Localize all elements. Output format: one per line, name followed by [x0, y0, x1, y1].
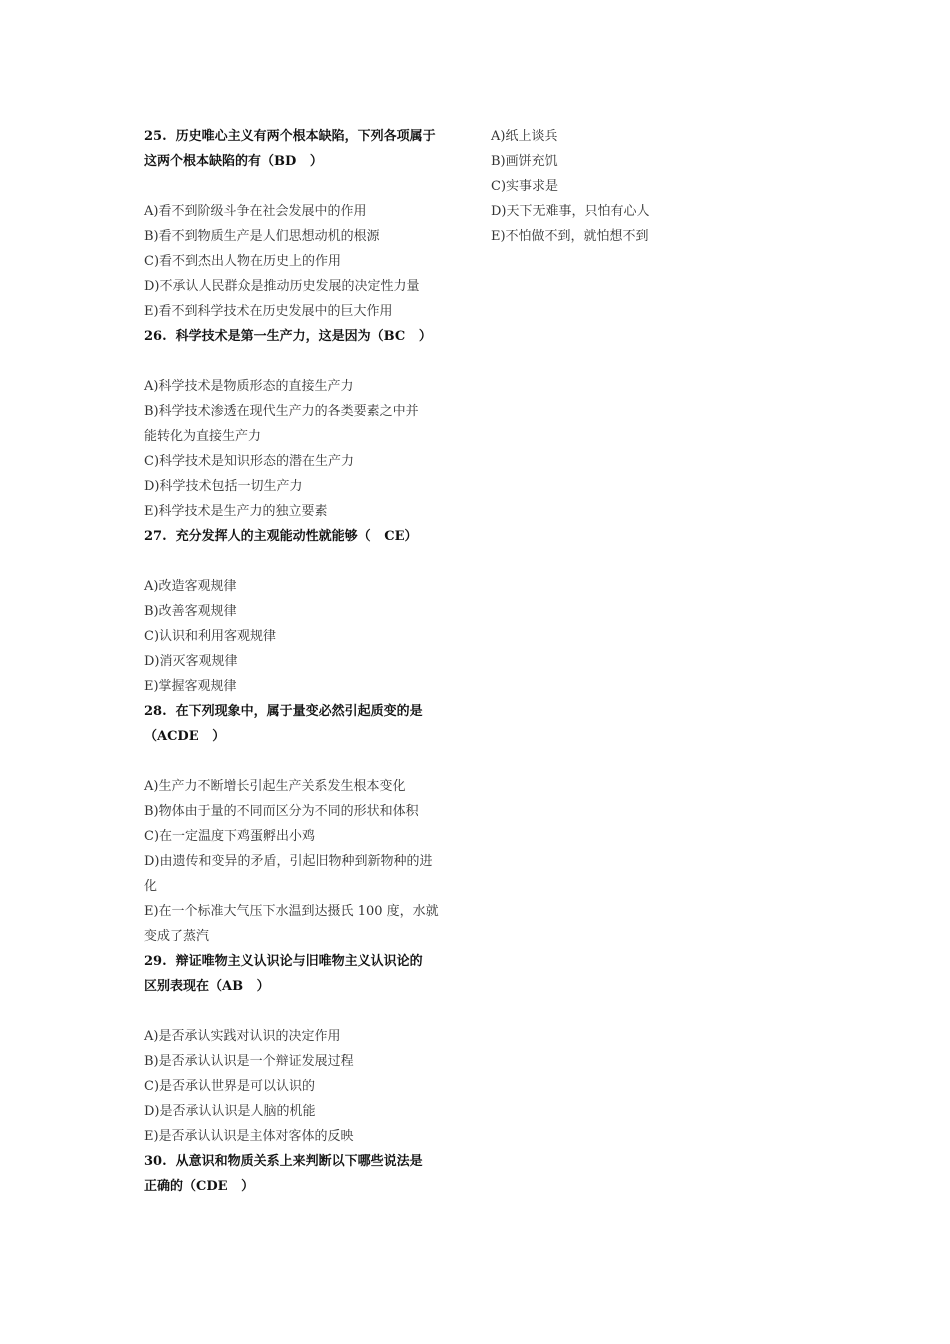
question-text: 29. 辩证唯物主义认识论与旧唯物主义认识论的	[144, 954, 423, 969]
answer-option: A)科学技术是物质形态的直接生产力	[144, 379, 354, 394]
answer-option: B)科学技术渗透在现代生产力的各类要素之中并	[144, 404, 419, 419]
answer-option: E)科学技术是生产力的独立要素	[144, 504, 328, 519]
blank-line	[144, 999, 464, 1024]
answer-option: E)在一个标准大气压下水温到达摄氏 100 度，水就	[144, 904, 439, 919]
answer-option: E)看不到科学技术在历史发展中的巨大作用	[144, 304, 393, 319]
answer-option: C)科学技术是知识形态的潜在生产力	[144, 454, 355, 469]
answer-option: A)纸上谈兵	[491, 129, 558, 144]
answer-option: B)物体由于量的不同而区分为不同的形状和体积	[144, 804, 419, 819]
answer-option: C)实事求是	[491, 179, 559, 194]
answer-option: D)不承认人民群众是推动历史发展的决定性力量	[144, 279, 420, 294]
question-text: 区别表现在（AB ）	[144, 979, 270, 994]
question-text: 30. 从意识和物质关系上来判断以下哪些说法是	[144, 1154, 423, 1169]
answer-option: E)不怕做不到，就怕想不到	[491, 229, 649, 244]
answer-option: E)掌握客观规律	[144, 679, 237, 694]
answer-option: D)由遗传和变异的矛盾，引起旧物种到新物种的进	[144, 854, 433, 869]
answer-option: B)画饼充饥	[491, 154, 558, 169]
answer-option: C)认识和利用客观规律	[144, 629, 277, 644]
answer-option: C)是否承认世界是可以认识的	[144, 1079, 316, 1094]
answer-option: 化	[144, 879, 158, 894]
blank-line	[144, 549, 464, 574]
question-text: 26. 科学技术是第一生产力，这是因为（BC ）	[144, 329, 432, 344]
question-text: 这两个根本缺陷的有（BD ）	[144, 154, 323, 169]
right-column	[491, 124, 751, 249]
answer-option: 变成了蒸汽	[144, 929, 210, 944]
answer-option: D)天下无难事，只怕有心人	[491, 204, 650, 219]
answer-option: B)看不到物质生产是人们思想动机的根源	[144, 229, 380, 244]
answer-option: C)在一定温度下鸡蛋孵出小鸡	[144, 829, 316, 844]
answer-option: A)改造客观规律	[144, 579, 237, 594]
answer-option: B)改善客观规律	[144, 604, 237, 619]
answer-option: D)是否承认认识是人脑的机能	[144, 1104, 316, 1119]
question-text: （ACDE ）	[144, 729, 226, 744]
answer-option: D)科学技术包括一切生产力	[144, 479, 303, 494]
blank-line	[144, 349, 464, 374]
question-text: 27. 充分发挥人的主观能动性就能够（ CE）	[144, 529, 418, 544]
blank-line	[144, 174, 464, 199]
answer-option: A)看不到阶级斗争在社会发展中的作用	[144, 204, 367, 219]
question-text: 25. 历史唯心主义有两个根本缺陷，下列各项属于	[144, 129, 436, 144]
blank-line	[144, 749, 464, 774]
answer-option: A)生产力不断增长引起生产关系发生根本变化	[144, 779, 406, 794]
answer-option: C)看不到杰出人物在历史上的作用	[144, 254, 342, 269]
answer-option: 能转化为直接生产力	[144, 429, 262, 444]
answer-option: A)是否承认实践对认识的决定作用	[144, 1029, 341, 1044]
answer-option: D)消灭客观规律	[144, 654, 238, 669]
question-text: 28. 在下列现象中，属于量变必然引起质变的是	[144, 704, 423, 719]
answer-option: E)是否承认认识是主体对客体的反映	[144, 1129, 354, 1144]
left-column	[144, 124, 464, 1199]
question-text: 正确的（CDE ）	[144, 1179, 255, 1194]
answer-option: B)是否承认认识是一个辩证发展过程	[144, 1054, 354, 1069]
